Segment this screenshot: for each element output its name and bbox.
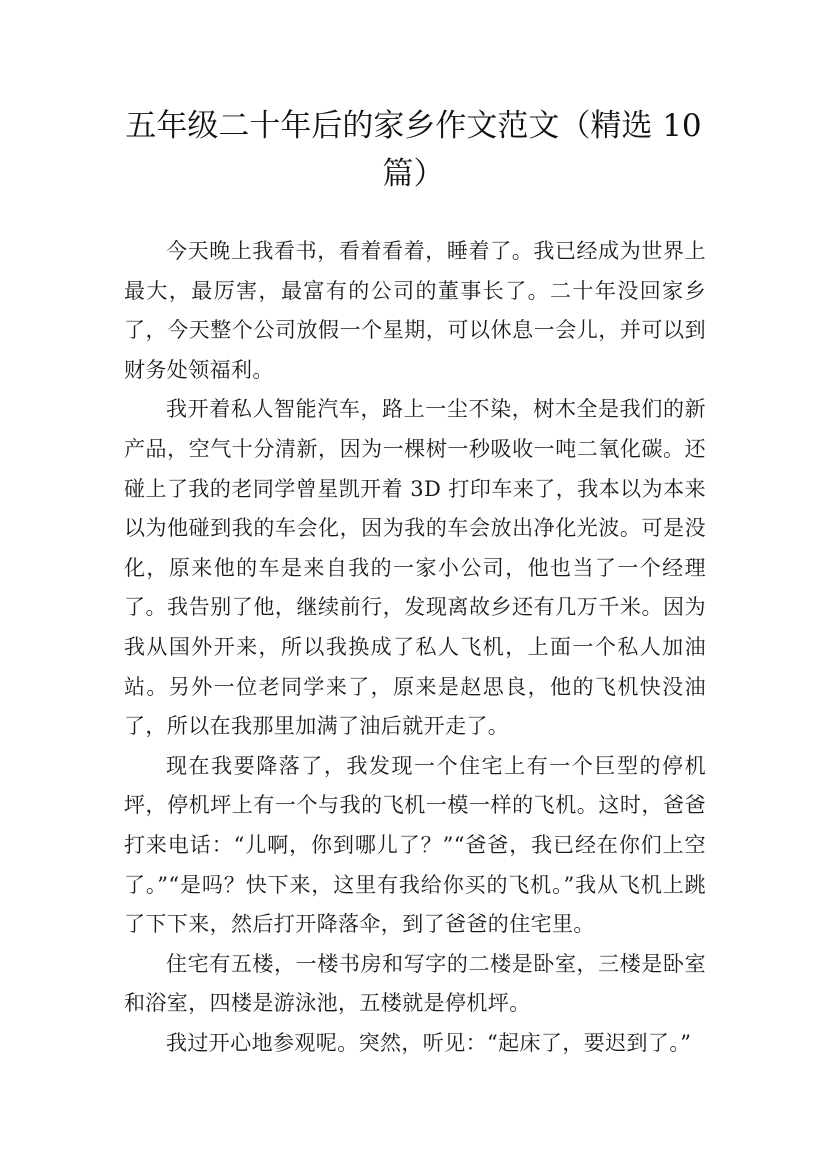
paragraph-4: 住宅有五楼，一楼书房和写字的二楼是卧室，三楼是卧室和浴室，四楼是游泳池，五楼就是停机坪。 <box>124 951 706 1016</box>
document-title: 五年级二十年后的家乡作文范文（精选 10 篇） <box>125 108 702 192</box>
paragraph-5: 我过开心地参观呢。突然，听见：“起床了，要迟到了。” <box>166 1030 692 1055</box>
paragraph-3: 现在我要降落了，我发现一个住宅上有一个巨型的停机坪，停机坪上有一个与我的飞机一模一样的飞机。这时，爸爸打来电话：“儿啊，你到哪儿了？”“爸爸，我已经在你们上空了。”“是吗？快下来，这里有我给你买的飞机。”我从飞机上跳了下下来，然后打开降落伞，到了爸爸的住宅里。 <box>124 753 706 937</box>
document-body <box>124 232 706 1063</box>
paragraph-1: 今天晚上我看书，看着看着，睡着了。我已经成为世界上最大，最厉害，最富有的公司的董事长了。二十年没回家乡了，今天整个公司放假一个星期，可以休息一会儿，并可以到财务处领福利。 <box>124 239 706 382</box>
paragraph-2: 我开着私人智能汽车，路上一尘不染，树木全是我们的新产品，空气十分清新，因为一棵树一秒吸收一吨二氧化碳。还碰上了我的老同学曾星凯开着 3D 打印车来了，我本以为本来以为他碰到我的车会化，因为我的车会放出净化光波。可是没化，原来他的车是来自我的一家小公司，他也当了一个经理了。我告别了他，继续前行，发现离故乡还有几万千米。因为我从国外开来，所以我换成了私人飞机，上面一个私人加油站。另外一位老同学来了，原来是赵思良，他的飞机快没油了，所以在我那里加满了油后就开走了。 <box>124 397 706 739</box>
